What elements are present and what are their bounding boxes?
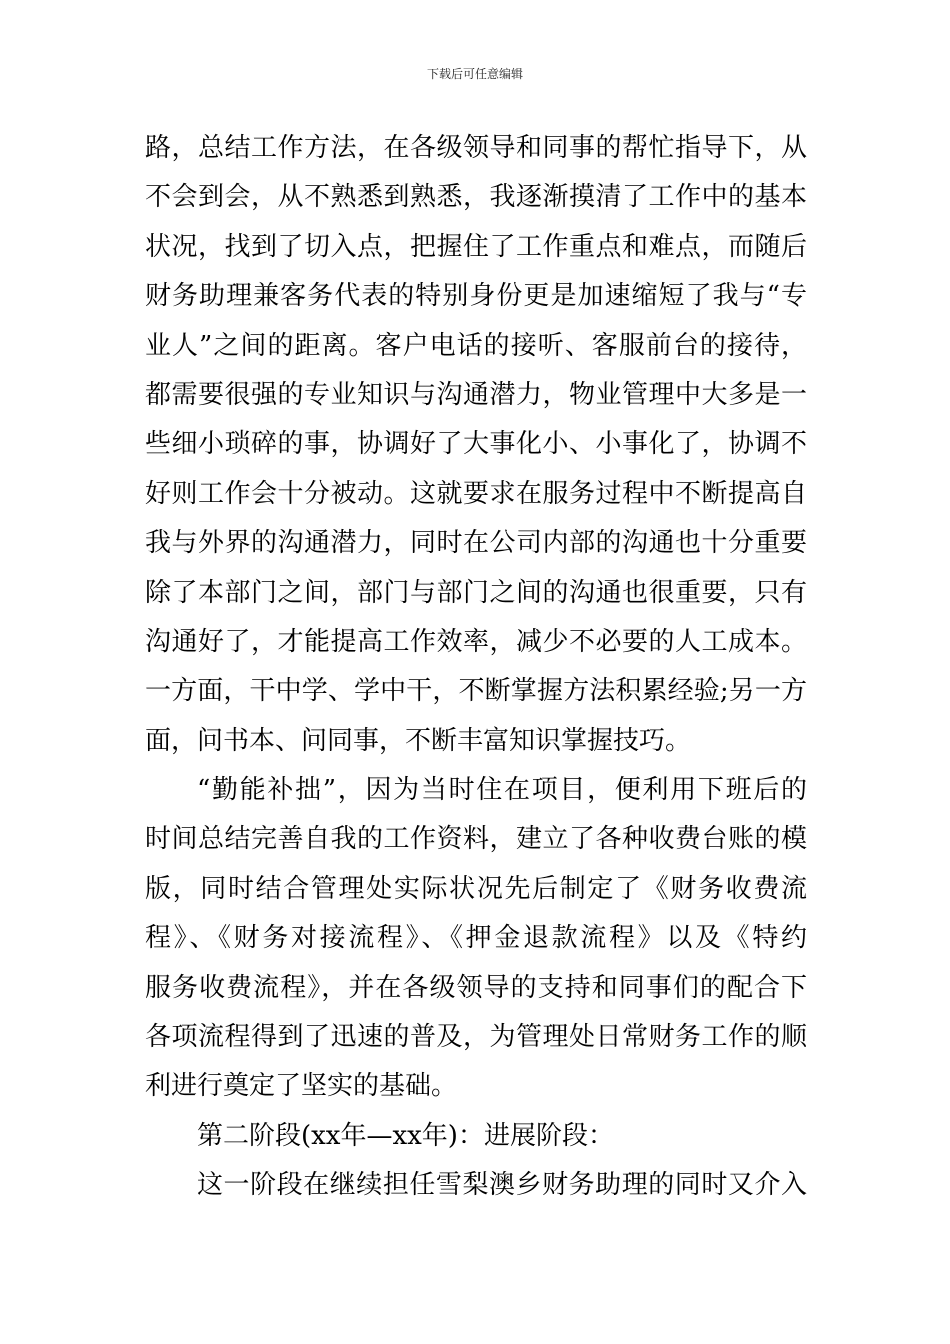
text-line: 我与外界的沟通潜力，同时在公司内部的沟通也十分重要 [145,528,807,559]
text-line: 利进行奠定了坚实的基础。 [145,1071,458,1102]
text-line: 时间总结完善自我的工作资料，建立了各种收费台账的模 [145,824,807,855]
body-text [145,124,807,1211]
text-line: 面，问书本、问同事，不断丰富知识掌握技巧。 [145,725,692,756]
text-line: 好则工作会十分被动。这就要求在服务过程中不断提高自 [145,478,807,509]
text-line: 沟通好了，才能提高工作效率，减少不必要的人工成本。 [145,626,807,657]
text-line: 一方面，干中学、学中干，不断掌握方法积累经验;另一方 [145,676,807,707]
text-line: 财务助理兼客务代表的特别身份更是加速缩短了我与“专 [145,281,807,312]
section-heading: 第二阶段(xx年—xx年)：进展阶段： [197,1120,614,1151]
text-line: 业人”之间的距离。客户电话的接听、客服前台的接待， [145,330,807,361]
text-line: 些细小琐碎的事，协调好了大事化小、小事化了，协调不 [145,429,807,460]
text-line: 状况，找到了切入点，把握住了工作重点和难点，而随后 [145,231,807,262]
text-line-paragraph-start: 这一阶段在继续担任雪梨澳乡财务助理的同时又介入 [197,1170,807,1201]
text-line: 各项流程得到了迅速的普及，为管理处日常财务工作的顺 [145,1022,807,1053]
page-header: 下载后可任意编辑 [426,67,523,81]
text-line: 服务收费流程》，并在各级领导的支持和同事们的配合下 [145,972,807,1003]
text-line-paragraph-start: “勤能补拙”，因为当时住在项目，便利用下班后的 [197,775,807,806]
text-line: 除了本部门之间，部门与部门之间的沟通也很重要，只有 [145,577,807,608]
text-line: 程》、《财务对接流程》、《押金退款流程》以及《特约 [145,923,807,954]
text-line: 不会到会，从不熟悉到熟悉，我逐渐摸清了工作中的基本 [145,182,807,213]
text-line: 版，同时结合管理处实际状况先后制定了《财务收费流 [145,873,807,904]
text-line: 都需要很强的专业知识与沟通潜力，物业管理中大多是一 [145,379,807,410]
text-line: 路，总结工作方法，在各级领导和同事的帮忙指导下，从 [145,133,807,163]
